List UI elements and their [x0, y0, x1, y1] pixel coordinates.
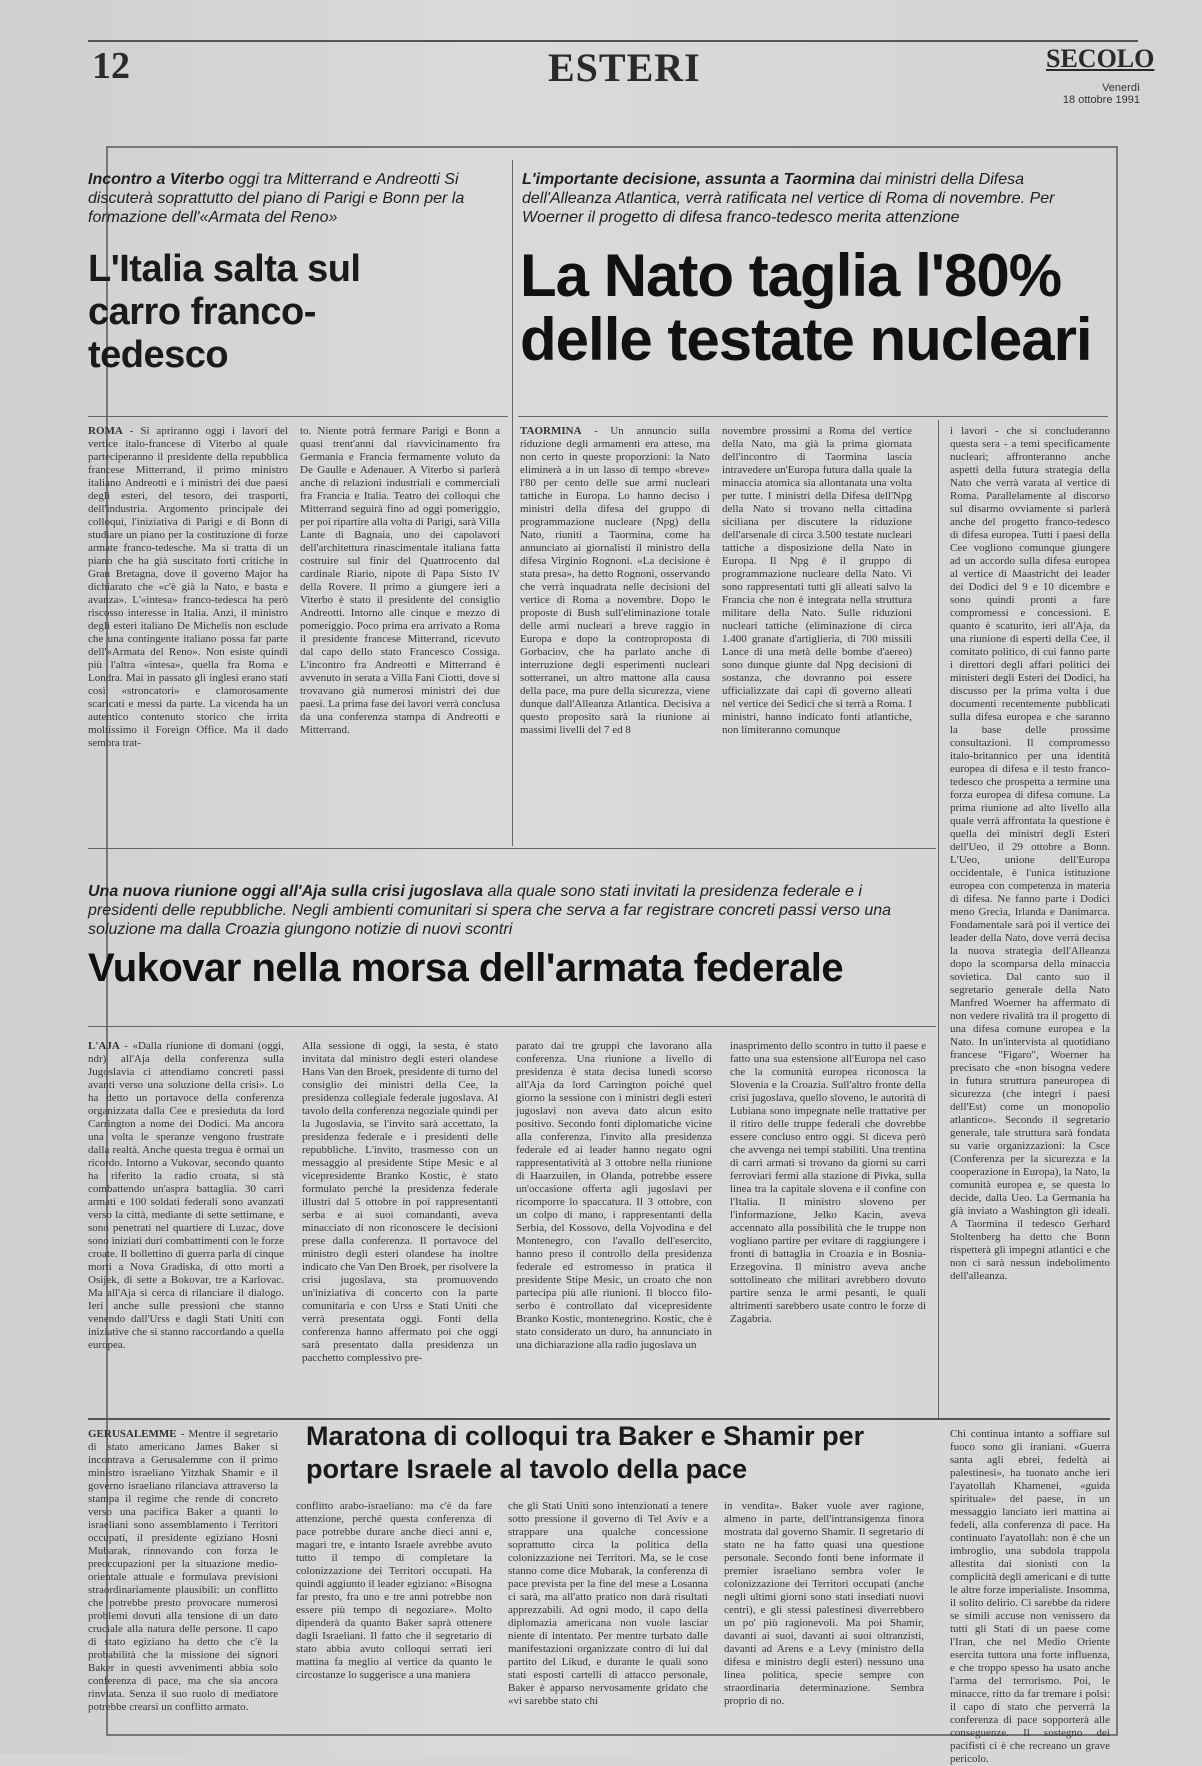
article4-col3: che gli Stati Uniti sono intenzionati a tenere sotto pressione il governo di Tel Aviv e a strappare una qualche concessione soprattutto circa la politica della colonizzazione nei Territori. Ma, se le cose stanno come dice Mubarak, la conferenza di pace prevista per la fine del mese a Losanna ci sarà, ma all'atto pratico non darà risultati apprezzabili. Ad ogni modo, il capo della diplomazia americana non vuole lasciar niente di intentato. Per mentre turbato dalle manifestazioni organizzate contro di lui dal partito del Likud, e durante le quali sono stati esposti cartelli di attacco personale, Baker è apparso nervosamente gridato che «vi sarebbe stato chi: [508, 1500, 708, 1707]
article4-col5: Chi continua intanto a soffiare sul fuoco sono gli iraniani. «Guerra santa agli ebrei, fedeltà ai palestinesi», ha tuonato anche ieri l'ayatollah Khamenei, «guida spirituale» del paese, in un messaggio lanciato ieri mattina ai fedeli, alla conferenza di pace. Ha continuato l'ayatollah: non è che un imbroglio, una subdola trappola allestita dai sionisti con la complicità degli americani e di tutte le altre forze imperialiste. Insomma, il solito delirio. Ci sarebbe da ridere se simili accuse non venissero da tutti gli Stati di un paese come l'Iran, che nel Medio Oriente esercita tuttora una forte influenza, e che troppo spesso ha usato anche l'arma del terrorismo. Poi, le minacce, ritto da far tremare i polsi: il capo di stato che perverrà la conferenza di pace sopporterà alle conseguenze. Il sostegno dei pacifisti ci è che recreano un grave pericolo.: [950, 1428, 1110, 1765]
article3-col3: parato dai tre gruppi che lavorano alla conferenza. Una riunione a livello di presidenza è stata decisa lunedì scorso all'Aja da lord Carrington poiché quel giorno la sessione con i ministri degli esteri jugoslavi non aveva dato alcun esito positivo. Secondo fonti diplomatiche vicine alla conferenza, l'invito alla presidenza federale ed ai leader hanno negato ogni rappresentatività al 3 ottobre nella riunione di Haarzuilen, in Olanda, potrebbe essere un'occasione offerta agli jugoslavi per ricomporre lo spaccatura. Il 3 ottobre, con un colpo di mano, i rappresentanti della Serbia, del Kossovo, della Vojvodina e del Montenegro, con l'avallo dell'esercito, hanno preso il controllo della presidenza federale ed estromesso in pratica il presidente Stipe Mesic, un croato che non partecipa più alle riunioni. Il blocco filo-serbo è controllato dal vicepresidente Branko Kostic, montenegrino. Kostic, che è stato considerato un duro, ha annunciato in una dichiarazione alla radio jugoslava un: [516, 1040, 712, 1351]
article1-kicker-lead: Incontro a Viterbo: [88, 171, 225, 188]
article4-headline: Maratona di colloqui tra Baker e Shamir per portare Israele al tavolo della pace: [306, 1421, 865, 1484]
article4-col1: [88, 1428, 278, 1728]
article2-col1: [520, 425, 710, 837]
article1-col1: [88, 425, 288, 845]
issue-weekday: Venerdì: [1102, 82, 1140, 94]
page-number: 12: [92, 45, 130, 87]
article3-top-rule: [88, 848, 936, 849]
article3-col1: [88, 1040, 284, 1410]
article3-kicker: [88, 882, 928, 939]
article2-kicker-rest: dai ministri della Difesa dell'Alleanza Atlantica, verrà ratificata nel vertice di Roma di novembre. Per Woerner il progetto di difesa franco-tedesco merita attenzione: [522, 171, 1055, 226]
article1-kicker: [88, 170, 468, 227]
article1-col2: to. Niente potrà fermare Parigi e Bonn a quasi trent'anni dal riavvicinamento fra Germania e Francia fermamente voluto da De Gaulle e Adenauer. A Viterbo si parlerà anche di relazioni industriali e commerciali fra Francia e Italia. Teatro dei colloqui che Mitterrand seguirà fino ad oggi pomeriggio, per poi ripartire alla volta di Parigi, sarà Villa Lante di Bagnaia, uno dei capolavori dell'architettura rinascimentale italiana fatta costruire sul finir del Quattrocento dal cardinale Riario, nipote di Papa Sisto IV della Rovere. Il primo a giungere ieri a Viterbo è stato il presidente del consiglio Andreotti. Intorno alle cinque e mezzo di pomeriggio. Poco prima era arrivato a Roma il presidente francese Mitterrand, ricevuto dal capo dello stato Francesco Cossiga. L'incontro fra Andreotti e Mitterrand è avvenuto in serata a Villa Fani Ciotti, dove si trovavano già numerosi ministri dei due paesi. La prima fase dei lavori verrà conclusa da una conferenza stampa di Andreotti e Mitterrand.: [300, 425, 500, 736]
article2-col3: i lavori - che si concluderanno questa sera - a temi specificamente nucleari; affronteranno anche aspetti della futura strategia della Nato che verrà varata al vertice di Roma. Parallelamente al discorso sul disarmo ovviamente si parlerà anche del progetto franco-tedesco di difesa europea. Tutti i paesi della Cee vogliono comunque giungere ad un accordo sulla difesa europea al vertice di Maastricht dei leader dei Dodici del 9 e 10 dicembre e sono quindi pronti a fare compromessi e concessioni. E quanto è scaturito, ieri all'Aja, da una riunione di esperti della Cee, il comitato politico, di cui fanno parte i direttori degli affari politici dei ministeri degli Esteri dei Dodici, ha discusso per la prima volta i due documenti recentemente pubblicati sulla difesa europea e che saranno la base delle prossime consultazioni. Il compromesso italo-britannico per una identità europea di difesa e il testo franco-tedesco che prospetta a termine una forza europea di difesa comune. La prima riunione ad alto livello alla quale verrà affrontata la questione è quella dei ministri degli Esteri dell'Ueo, il 29 ottobre a Bonn. L'Ueo, unione dell'Europa occidentale, è l'unica istituzione europea con competenza in materia di difesa. Ne fanno parte i Dodici meno Grecia, Irlanda e Danimarca. Fondamentale sarà poi il vertice dei leader della Nato, dove verrà decisa la nuova strategia dell'Alleanza dopo la scomparsa della minaccia sovietica. Dal canto suo il segretario generale della Nato Manfred Woerner ha affermato di non vedere rivalità tra il progetto di una difesa comune europea e la Nato. In un'intervista al quotidiano francese "Figaro", Woerner ha precisato che «non bisogna vedere in futura struttura paneuropea di sicurezza (che integri i paesi dell'Est) come un monopolio atlantico». Secondo il segretario generale, tale struttura sarà fondata su varie organizzazioni: la Csce (Conferenza per la sicurezza e la cooperazione in Europa), la Nato, la comunità europea e, se questa lo decide, dalla Ueo. La Germania ha già inviato a Washington gli ideali. A Taormina il tedesco Gerhard Stoltenberg ha detto che Bonn rispetterà gli impegni atlantici e che non ci sarà nessun indebolimento dell'alleanza.: [950, 425, 1110, 1282]
section-title: ESTERI: [548, 45, 701, 90]
article2-col1-text: - Un annuncio sulla riduzione degli armamenti era atteso, ma non certo in queste proporzioni: la Nato eliminerà a in un lasso di tempo «breve» l'80 per cento delle sue armi nucleari tattiche in Europa. Lo hanno deciso i ministri della difesa del gruppo di programmazione nucleare (Npg) della Nato, riuniti a Taormina, come ha annunciato ai giornalisti il ministro della difesa Virginio Rognoni. «La decisione è stata presa», ha detto Rognoni, osservando che verrà inquadrata nelle decisioni del vertice di Roma a novembre. Dopo le proposte di Bush sull'eliminazione totale delle armi nucleari a breve raggio in Europa e dopo la controproposta di Gorbaciov, che ha parlato anche di interruzione degli esperimenti nucleari sotterranei, un altro mattone alla causa della pace, ma pure della sicurezza, viene dunque dall'Alleanza Atlantica. Decisiva a questo proposito sarà la riunione ai massimi livelli del 7 ed 8: [520, 425, 710, 736]
column-divider: [938, 420, 939, 1420]
article1-headline: L'Italia salta sul carro franco-tedesco: [88, 248, 361, 376]
article4-dateline: GERUSALEMME: [88, 1428, 177, 1440]
article2-rule: [518, 416, 1108, 417]
article2-headline: La Nato taglia l'80% delle testate nucleari: [520, 242, 1092, 373]
article2-kicker-lead: L'importante decisione, assunta a Taormina: [522, 171, 856, 188]
article3-kicker-rest: alla quale sono stati invitati la presidenza federale e i presidenti delle repubbliche. Negli ambienti comunitari si spera che serva a far registrare concreti passi verso una soluzione ma dalla Croazia giungono notizie di nuovi scontri: [88, 883, 892, 938]
article1-kicker-rest: oggi tra Mitterrand e Andreotti Si discuterà soprattutto del piano di Parigi e Bonn per la formazione dell'«Armata del Reno»: [88, 171, 465, 226]
article4-col2: conflitto arabo-israeliano: ma c'è da fare attenzione, perché questa conferenza di pace potrebbe durare anche dieci anni e, magari tre, e intanto Israele avrebbe avuto tutto il tempo di completare la colonizzazione dei Territori occupati. Ha quindi aggiunto il leader egiziano: «Bisogna far presto, fra uno e tre anni potrebbe non essere più tempo di negoziare». Molto dipenderà da quanto Baker saprà ottenere dagli Israeliani. Il fatto che il segretario di stato abbia avuto colloqui serrati ieri mattina fa meglio al vertice da quanto le circostanze lo suggerisce a una maniera: [296, 1500, 492, 1681]
article4-col1-text: - Mentre il segretario di stato americano James Baker si incontrava a Gerusalemme con il primo ministro israeliano Yitzhak Shamir e il governo israeliano rilanciava attraverso la stampa il regime che rende di concreto verso una pacifica Baker a quanti lo israeliani sono assemblamento i Territori occupati, il presidente egiziano Hosni Mubarak, rinnovando con forza le preoccupazioni per la situazione medio-orientale attuale e formulava previsioni straordinariamente plausibili: un conflitto che potrebbe presto provocare numerosi problemi dovuti alla tensione di un dato cruciale alla natura delle persone. Il capo di stato egiziano ha detto che c'è la probabilità che la missione dei signori Baker in questi avvenimenti abbia solo conferenza di pace, ma che sia ancora rinviata. Senza il suo ruolo di mediatore potrebbe crearsi un conflitto armato.: [88, 1428, 278, 1713]
issue-date-text: 18 ottobre 1991: [1062, 94, 1140, 106]
article-divider: [512, 160, 513, 846]
article3-rule: [88, 1026, 936, 1027]
article1-rule: [88, 416, 508, 417]
article3-kicker-lead: Una nuova riunione oggi all'Aja sulla crisi jugoslava: [88, 883, 484, 900]
article3-headline: Vukovar nella morsa dell'armata federale: [88, 946, 844, 990]
article2-kicker: [522, 170, 1082, 227]
masthead-rule: [88, 40, 1138, 42]
article3-dateline: L'AJA: [88, 1040, 120, 1052]
article2-dateline: TAORMINA: [520, 425, 582, 437]
article3-col2: Alla sessione di oggi, la sesta, è stato invitata dal ministro degli esteri olandese Hans Van den Broek, presidente di turno del consiglio dei ministri della Cee, la presidenza collegiale federale jugoslava. Al tavolo della conferenza negoziale quindi per la Jugoslavia, se l'invito sarà accettato, la presidenza federale e i presidenti delle repubbliche. L'invito, trasmesso con un messaggio al presidente Stipe Mesic e al vicepresidente Branko Kostic, è stato formulato perché la presidenza federale illustri dal 5 ottobre in poi rappresentanti serba e ai suoi comandanti, aveva minacciato di non riconoscere le decisioni prese dalla conferenza. Il portavoce del ministro degli esteri olandese ha inoltre indicato che Van Den Broek, per risolvere la crisi jugoslava, sta promuovendo un'iniziativa di concerto con la parte comunitaria e con Urss e Stati Uniti che verrà presentata oggi. Fonti della conferenza hanno affermato poi che oggi sarà presentato dalla presidenza un pacchetto complessivo pre-: [302, 1040, 498, 1364]
article2-col2: novembre prossimi a Roma del vertice della Nato, ma già la prima giornata dell'incontro di Taormina lascia intravedere un'Europa futura dalla quale la minaccia atomica sia allontanata una volta per tutte. I ministri della Difesa dell'Npg della Nato si trovano nella cittadina siciliana per discutere la riduzione dell'arsenale di circa 3.500 testate nucleari tattiche a disposizione della Nato in Europa. Il Npg è il gruppo di programmazione nucleare della Nato. Vi sono rappresentati tutti gli alleati salvo la Francia che non è integrata nella struttura militare della Nato. Sulle riduzioni nucleari tattiche (eliminazione di circa 1.400 granate d'artiglieria, di 700 missili Lance di una metà delle bombe d'aereo) sono dunque giunte dal Npg decisioni di sostanza, che dovranno poi essere ufficializzate dai capi di governo alleati nel vertice dei Sedici che si terrà a Roma. I ministri, hanno indicato fonti atlantiche, non limiteranno comunque: [722, 425, 912, 736]
article1-dateline: ROMA: [88, 425, 123, 437]
newspaper-logo: SECOLO: [1046, 44, 1155, 73]
article3-col4: inasprimento dello scontro in tutto il paese e fatto una sua estensione all'Europa nel caso che la comunità europea riconosca la Slovenia e la Croazia. Sull'altro fronte della crisi jugoslava, quello sloveno, le autorità di Lubiana sono impegnate nelle trattative per il ritiro delle truppe federali che dovrebbe essere concluso entro oggi. Si diceva però che avvenga nei tempi stabiliti. Una trentina di carri armati si trovano da giorni su carri ferroviari fermi alla stazione di Pivka, sulla linea tra la capitale slovena e il confine con l'Italia. Il ministro sloveno per l'informazione, Jelko Kacin, aveva accennato alla possibilità che le truppe non vogliano partire per evitare di raggiungere i fronti di battaglia in Croazia e in Bosnia-Erzegovina. Il ministro aveva anche sottolineato che militari avrebbero dovuto partire senza le armi pesanti, le quali altrimenti sarebbero usate contro le forze di Zagabria.: [730, 1040, 926, 1325]
article1-col1-text: - Si apriranno oggi i lavori del vertice italo-francese di Viterbo al quale parteciperanno il presidente della repubblica francese Mitterrand, il primo ministro italiano Andreotti e i ministri dei due paesi degli esteri, del tesoro, dei trasporti, dell'industria. Argomento principale dei colloqui, l'iniziativa di Parigi e di Bonn di studiare un piano per la costituzione di forze armate franco-tedesche. Ma si tratta di un piano che ha già suscitato forti critiche in Gran Bretagna, dove il governo Major ha dichiarato che «c'è già la Nato, e basta e avanza». L'«intesa» franco-tedesca ha però riscosso interesse in Italia. Anzi, il ministro degli esteri italiano De Michelis non esclude che una contingente italiano possa far parte dell'«Armata del Reno». Non esiste quindi più l'altra «intesa», quella fra Roma e Londra. Mai in passato gli inglesi erano stati così «stroncatori» e clamorosamente scaricati e messi da parte. La vicenda ha un autentico contenuto storico che irrita moltissimo il Foreign Office. Ma il dado sembra trat-: [88, 425, 288, 749]
issue-date: [1020, 82, 1140, 106]
article4-col4: in vendita». Baker vuole aver ragione, almeno in parte, dell'intransigenza finora mostrata dal governo Shamir. Il segretario di stato ne ha fatto quasi una questione personale. Secondo fonti bene informate il premier israeliano sembra voler le colonizzazione dei Territori occupati (anche negli ultimi giorni sono stati insediati nuovi centri), e gli stessi palestinesi diverrebbero un po' più ragionevoli. Ma poi Shamir, davanti ai suoi, davanti ai suoi oltranzisti, davanti ad Arens e a Levy (ministro della difesa e ministro degli esteri) nessuno una linea politica, specie sempre con straordinaria determinazione. Sembra proprio di no.: [724, 1500, 924, 1707]
article3-col1-text: - «Dalla riunione di domani (oggi, ndr) all'Aja della conferenza sulla Jugoslavia ci attendiamo concreti passi avanti verso una soluzione della crisi». Lo ha detto un portavoce della conferenza organizzata dalla Cee e presieduta da lord Carrington a nome dei Dodici. Ma ancora una volta le speranze vengono frustrate dalla realtà. Anche questa tregua è ormai un ricordo. Intorno a Vukovar, secondo quanto ha riferito la radio croata, si stà combattendo un'aspra battaglia. 30 carri armati e 100 soldati federali sono avanzati verso la città, mediante di sette settimane, e sono penetrati nel quartiere di Luzac, dove sono iniziati duri combattimenti con le forze croate. Il bollettino di guerra parla di cinque morti a Nova Gradiska, di otto morti a Osijek, di sette a Bokovar, tre a Karlovac. Ma all'Aja si cerca di rilanciare il dialogo. Ieri anche sulle pressioni che stanno venendo dall'Urss e dagli Stati Uniti con iniziative che si stanno raccordando a quella europea.: [88, 1040, 284, 1351]
